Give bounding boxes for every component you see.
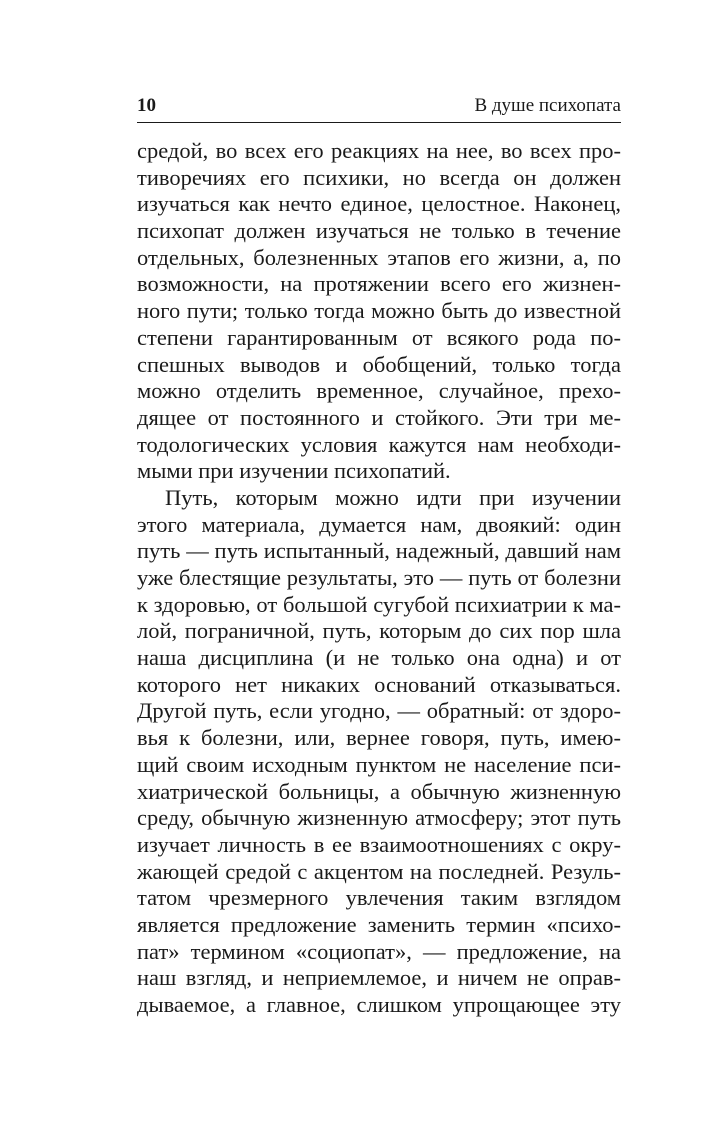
text-line: является предложение заменить термин «психо- bbox=[137, 911, 621, 937]
text-line: вья к болезни, или, вернее говоря, путь, имею- bbox=[137, 725, 621, 751]
text-line: наша дисциплина (и не только она одна) и от bbox=[137, 645, 621, 671]
text-line: которого нет никаких оснований отказываться. bbox=[137, 671, 621, 697]
text-line: спешных выводов и обобщений, только тогда bbox=[137, 351, 621, 377]
running-header bbox=[137, 94, 621, 122]
text-line: лой, пограничной, путь, которым до сих пор шла bbox=[137, 618, 621, 644]
body-text bbox=[137, 138, 621, 1019]
text-line: изучает личность в ее взаимоотношениях с окру- bbox=[137, 831, 621, 857]
text-line: отдельных, болезненных этапов его жизни, а, по bbox=[137, 244, 621, 270]
text-line: жающей средой с акцентом на последней. Резуль- bbox=[137, 858, 621, 884]
text-line: тиворечиях его психики, но всегда он должен bbox=[137, 164, 621, 190]
header-rule bbox=[137, 122, 621, 123]
text-line: психопат должен изучаться не только в течение bbox=[137, 218, 621, 244]
text-line: наш взгляд, и неприемлемое, и ничем не оправ- bbox=[137, 965, 621, 991]
running-title: В душе психопата bbox=[474, 95, 621, 116]
text-line: степени гарантированным от всякого рода по- bbox=[137, 324, 621, 350]
page-number: 10 bbox=[137, 95, 156, 116]
text-line: татом чрезмерного увлечения таким взглядом bbox=[137, 885, 621, 911]
text-line: щий своим исходным пунктом не население пси- bbox=[137, 751, 621, 777]
text-line: к здоровью, от большой сугубой психиатрии к ма- bbox=[137, 591, 621, 617]
text-line: изучаться как нечто единое, целостное. Наконец, bbox=[137, 191, 621, 217]
text-line: средой, во всех его реакциях на нее, во всех про- bbox=[137, 138, 621, 163]
text-line: ного пути; только тогда можно быть до известной bbox=[137, 298, 621, 324]
text-line: дываемое, а главное, слишком упрощающее эту bbox=[137, 992, 621, 1017]
text-line: хиатрической больницы, а обычную жизненную bbox=[137, 778, 621, 804]
text-line: пат» термином «социопат», — предложение, на bbox=[137, 938, 621, 964]
text-line: уже блестящие результаты, это — путь от болезни bbox=[137, 565, 621, 590]
text-line: можно отделить временное, случайное, прехо- bbox=[137, 378, 621, 404]
paragraph-first-line: Путь, которым можно идти при изучении bbox=[165, 484, 621, 510]
text-line: этого материала, думается нам, двоякий: один bbox=[137, 511, 621, 537]
text-line: возможности, на протяжении всего его жизнен- bbox=[137, 271, 621, 297]
text-line: тодологических условия кажутся нам необходи- bbox=[137, 431, 621, 457]
text-line: путь — путь испытанный, надежный, давший нам bbox=[137, 538, 621, 564]
paragraph-last-line: мыми при изучении психопатий. bbox=[137, 458, 451, 484]
text-line: среду, обычную жизненную атмосферу; этот путь bbox=[137, 805, 621, 831]
text-line: дящее от постоянного и стойкого. Эти три ме- bbox=[137, 404, 621, 430]
text-line: Другой путь, если угодно, — обратный: от здоро- bbox=[137, 698, 621, 724]
